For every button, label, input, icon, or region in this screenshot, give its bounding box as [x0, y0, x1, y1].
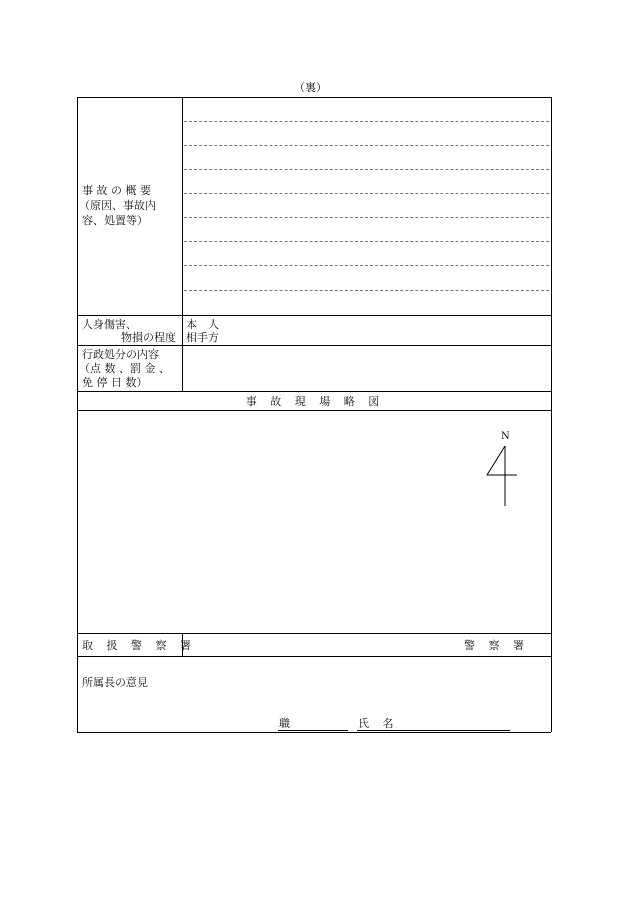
handling-station-field[interactable]	[183, 634, 453, 655]
north-arrow-icon	[484, 442, 520, 508]
injury-other-field[interactable]: 相手方	[186, 331, 219, 344]
sketch-area[interactable]	[78, 411, 550, 632]
position-label: 職	[279, 717, 290, 730]
injury-self-field[interactable]: 本 人	[186, 318, 219, 331]
sketch-title: 事 故 現 場 略 図	[245, 395, 385, 408]
north-label: N	[501, 431, 510, 442]
penalty-field[interactable]	[183, 346, 550, 390]
opinion-label: 所属長の意見	[82, 676, 148, 689]
name-underline[interactable]	[357, 730, 510, 731]
name-label: 氏 名	[358, 717, 399, 730]
opinion-field[interactable]	[78, 690, 550, 714]
police-station-suffix: 警 察 署	[464, 639, 529, 652]
position-underline[interactable]	[278, 730, 348, 731]
page-title: （裏）	[294, 81, 327, 94]
handling-station-label: 取 扱 警 察 署	[82, 639, 196, 652]
